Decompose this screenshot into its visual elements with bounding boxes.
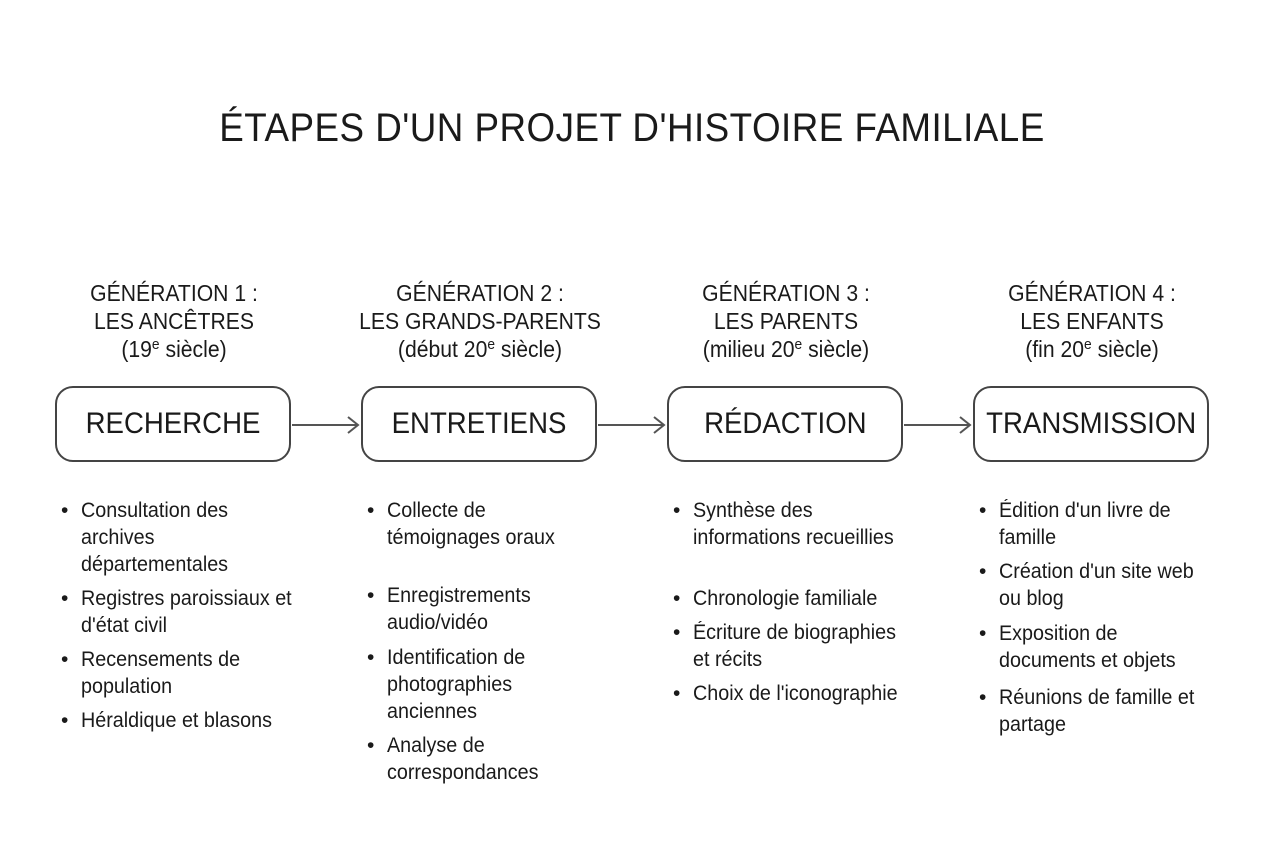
generation-period: (milieu 20e siècle) xyxy=(702,336,870,362)
list-item: • Création d'un site web ou blog xyxy=(979,560,1194,610)
list-item: • Choix de l'iconographie xyxy=(673,682,898,705)
list-item: • Registres paroissiaux et d'état civil xyxy=(61,587,292,637)
list-item: • Recensements de population xyxy=(61,648,241,698)
stage-label: TRANSMISSION xyxy=(985,407,1197,440)
generation-group: LES ENFANTS xyxy=(1020,308,1164,334)
arrow-head-1-2 xyxy=(348,417,358,433)
generation-group: LES ANCÊTRES xyxy=(94,308,254,334)
list-item: • Édition d'un livre de famille xyxy=(979,499,1171,549)
generation-header-4 xyxy=(954,279,1230,363)
arrow-head-2-3 xyxy=(654,417,664,433)
stage-box-entretiens xyxy=(361,386,597,462)
list-item: • Écriture de biographies et récits xyxy=(673,621,897,671)
generation-group: LES GRANDS-PARENTS xyxy=(359,308,601,334)
list-item: • Chronologie familiale xyxy=(673,587,878,610)
diagram-title: ÉTAPES D'UN PROJET D'HISTOIRE FAMILIALE xyxy=(219,106,1045,150)
generation-label: GÉNÉRATION 2 : xyxy=(396,280,564,306)
stage-label: RÉDACTION xyxy=(703,407,867,440)
list-item: • Exposition de documents et objets xyxy=(979,622,1176,672)
stage-box-redaction xyxy=(667,386,903,462)
generation-label: GÉNÉRATION 1 : xyxy=(90,280,258,306)
stage-label: RECHERCHE xyxy=(85,407,261,440)
list-item: • Réunions de famille et partage xyxy=(979,686,1195,736)
generation-group: LES PARENTS xyxy=(713,308,859,334)
stage-label: ENTRETIENS xyxy=(391,407,567,440)
stage-box-recherche xyxy=(55,386,291,462)
list-item: • Collecte de témoignages oraux xyxy=(367,499,555,549)
list-item: • Synthèse des informations recueillies xyxy=(673,499,894,549)
generation-label: GÉNÉRATION 3 : xyxy=(702,280,870,306)
list-item: • Héraldique et blasons xyxy=(61,709,272,732)
arrow-head-3-4 xyxy=(960,417,970,433)
generation-header-2 xyxy=(342,279,618,363)
generation-period: (début 20e siècle) xyxy=(397,336,563,362)
stage-box-transmission xyxy=(973,386,1209,462)
generation-header-1 xyxy=(36,279,312,363)
list-item: • Analyse de correspondances xyxy=(367,734,539,784)
list-item: • Identification de photographies anciennes xyxy=(367,646,526,723)
list-item: • Enregistrements audio/vidéo xyxy=(367,584,531,634)
generation-period: (19e siècle) xyxy=(121,336,227,362)
generation-label: GÉNÉRATION 4 : xyxy=(1008,280,1176,306)
list-item: • Consultation des archives départementales xyxy=(61,499,229,576)
generation-header-3 xyxy=(648,279,924,363)
generation-period: (fin 20e siècle) xyxy=(1025,336,1159,362)
